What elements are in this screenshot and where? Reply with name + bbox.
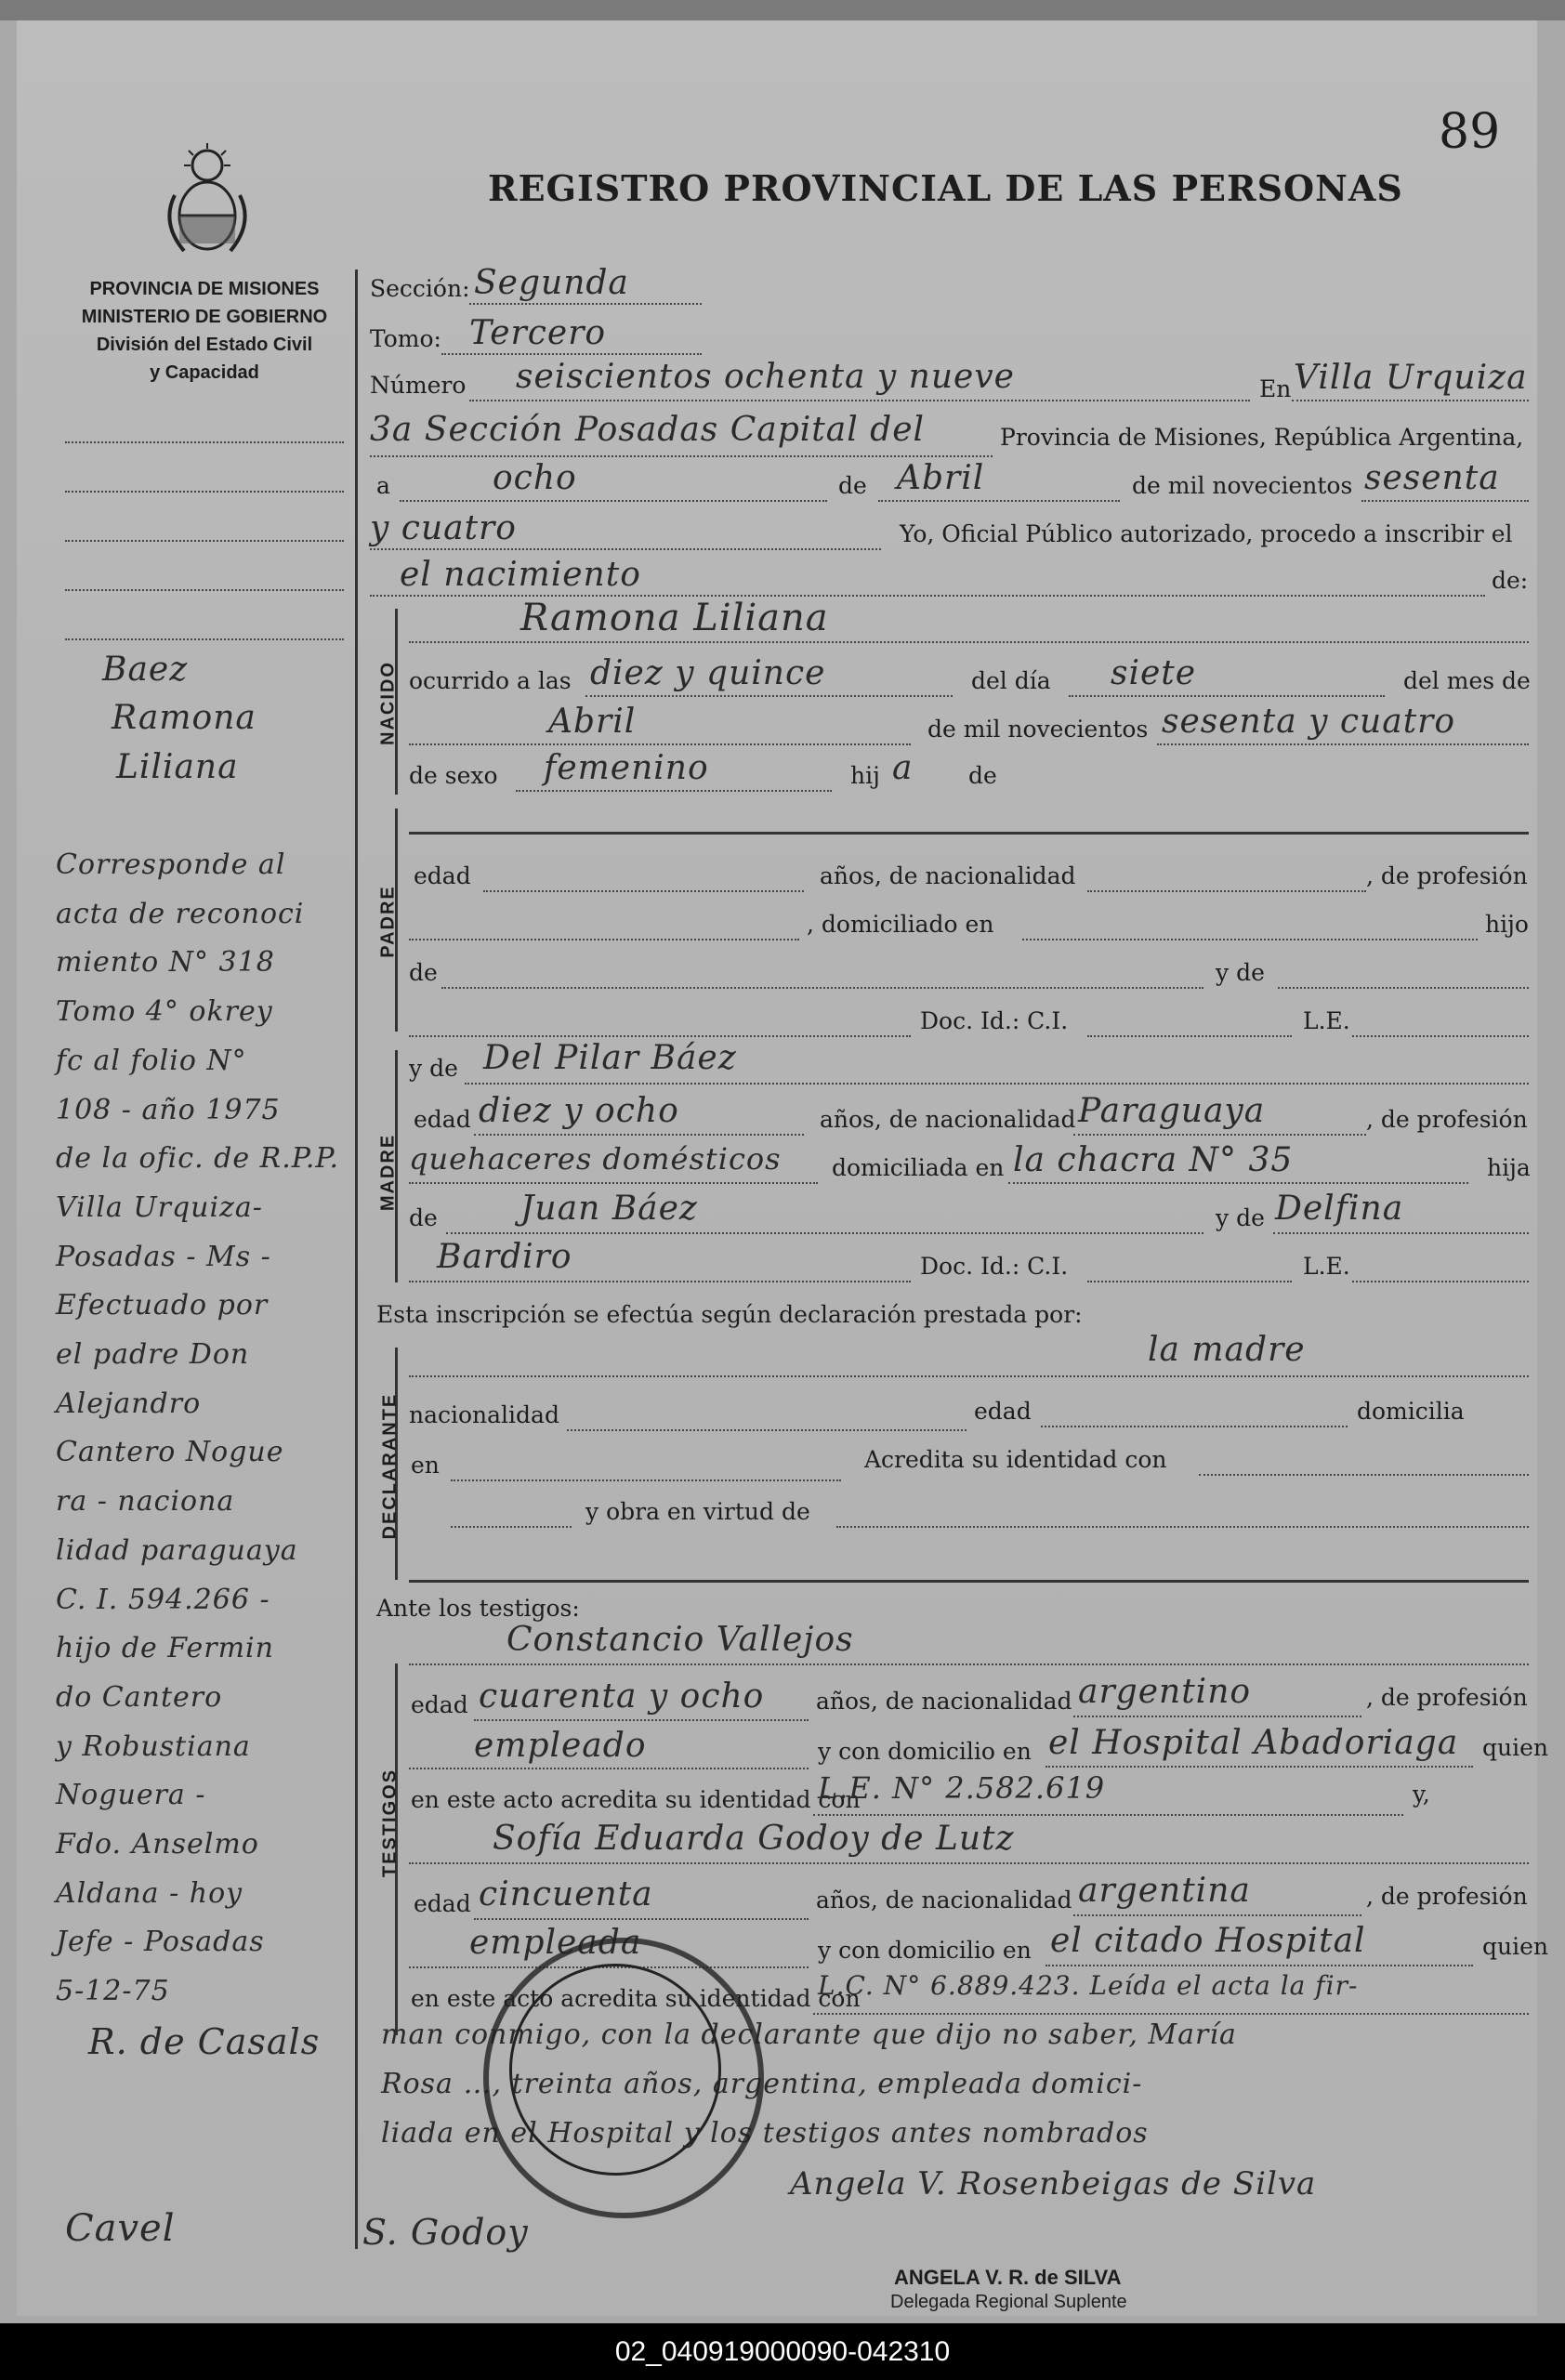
- field-line: [813, 1814, 1403, 1816]
- margin-note-line: de la ofic. de R.P.P.: [56, 1142, 340, 1176]
- margin-line: [65, 540, 344, 542]
- declarante-acredita-label: Acredita su identidad con: [864, 1446, 1167, 1473]
- field-line: [441, 353, 702, 355]
- field-line: [409, 1035, 911, 1037]
- t2-edad-value: cincuenta: [479, 1875, 653, 1913]
- madre-nac-value: Paraguaya: [1078, 1092, 1266, 1130]
- official-seal-inner: [509, 1964, 721, 2176]
- padre-de-label: de: [409, 959, 438, 986]
- field-line: [1292, 400, 1529, 401]
- t1-doc-value: L.E. N° 2.582.619: [818, 1770, 1106, 1806]
- field-line: [409, 939, 799, 940]
- margin-note-line: Jefe - Posadas: [56, 1926, 265, 1959]
- field-line: [474, 1719, 809, 1721]
- t1-dom-value: el Hospital Abadoriaga: [1048, 1724, 1459, 1762]
- anio-label: de mil novecientos: [1132, 472, 1353, 499]
- del-dia-label: del día: [971, 667, 1051, 694]
- margin-firstname: Ramona: [112, 699, 256, 737]
- field-line: [878, 500, 1120, 502]
- province-label: PROVINCIA DE MISIONES: [89, 279, 320, 299]
- field-line: [813, 2013, 1529, 2015]
- declarante-obra-label: y obra en virtud de: [585, 1498, 810, 1525]
- margin-note-line: Efectuado por: [56, 1289, 269, 1322]
- numero-label: Número: [370, 372, 467, 399]
- hij-label: hij: [850, 762, 880, 789]
- field-line: [1073, 1716, 1361, 1717]
- declaracion-label: Esta inscripción se efectúa según declaración prestada por:: [376, 1301, 1083, 1328]
- a-label: a: [376, 472, 390, 499]
- madre-dom-value: la chacra N° 35: [1013, 1141, 1294, 1179]
- field-line: [1352, 1035, 1529, 1037]
- t2-dom-value: el citado Hospital: [1050, 1922, 1366, 1960]
- margin-note-line: Posadas - Ms -: [56, 1240, 271, 1273]
- field-line: [409, 1281, 911, 1282]
- bottom-signature: S. Godoy: [362, 2212, 529, 2253]
- madre-edad-label: edad: [414, 1106, 471, 1133]
- t2-prof-label: , de profesión: [1366, 1883, 1528, 1910]
- declarante-section-label: DECLARANTE: [379, 1392, 401, 1540]
- t2-doc-value: L.C. N° 6.889.423. Leída el acta la fir-: [818, 1970, 1359, 2001]
- field-line: [1273, 1232, 1529, 1234]
- ministry-label: MINISTERIO DE GOBIERNO: [81, 307, 328, 327]
- coat-of-arms-icon: [156, 139, 258, 260]
- field-line: [516, 790, 832, 792]
- division-label: División del Estado Civil: [96, 335, 313, 355]
- capacity-label: y Capacidad: [150, 362, 259, 383]
- margin-line: [65, 638, 344, 640]
- margin-note-line: fc al folio N°: [56, 1044, 247, 1077]
- field-line: [1046, 1965, 1473, 1966]
- field-line: [409, 743, 911, 745]
- t2-dom-label: y con domicilio en: [818, 1937, 1032, 1964]
- sexo-value: femenino: [544, 749, 709, 787]
- field-line: [446, 1232, 1203, 1234]
- madre-dom-label: domiciliada en: [832, 1154, 1005, 1181]
- madre-y-de2-label: y de: [1216, 1204, 1265, 1231]
- anio-value: sesenta: [1364, 459, 1500, 497]
- solid-line: [409, 1580, 1529, 1583]
- stamp-title: Delegada Regional Suplente: [890, 2292, 1127, 2312]
- cierre-line-3: liada en el Hospital y los testigos antes nombrados: [381, 2117, 1149, 2150]
- field-line: [1157, 743, 1529, 745]
- footer-file-id: 02_040919000090-042310: [0, 2323, 1565, 2380]
- field-line: [469, 400, 1250, 401]
- t1-y-label: y,: [1413, 1781, 1430, 1808]
- mil-label: de mil novecientos: [927, 716, 1149, 743]
- declarante-dom-label: domicilia: [1357, 1398, 1465, 1425]
- field-line: [1352, 1281, 1529, 1282]
- field-line: [409, 1663, 1529, 1665]
- padre-y-de-label: y de: [1216, 959, 1265, 986]
- margin-signature-1: R. de Casals: [88, 2021, 321, 2062]
- del-mes-label: del mes de: [1403, 667, 1531, 694]
- field-line: [1041, 1426, 1348, 1427]
- t2-nac-label: años, de nacionalidad: [816, 1887, 1072, 1913]
- declarante-en-label: en: [411, 1452, 440, 1479]
- oficial-label: Yo, Oficial Público autorizado, procedo a inscribir el: [900, 520, 1513, 547]
- margin-note-line: ra - naciona: [56, 1485, 235, 1519]
- madre-y-de-label: y de: [409, 1055, 458, 1082]
- column-divider: [355, 270, 358, 2249]
- field-line: [451, 1526, 572, 1528]
- lugar-value: 3a Sección Posadas Capital del: [370, 411, 926, 449]
- margin-note-line: Alejandro: [56, 1387, 202, 1420]
- margin-note-line: el padre Don: [56, 1338, 250, 1372]
- t2-edad-label: edad: [414, 1890, 471, 1917]
- margin-note-line: Villa Urquiza-: [56, 1190, 263, 1224]
- madre-nombre-value: Del Pilar Báez: [483, 1039, 737, 1077]
- padre-doc-label: Doc. Id.: C.I.: [920, 1007, 1069, 1034]
- nombre-value: Ramona Liliana: [520, 597, 829, 639]
- field-line: [1073, 1914, 1361, 1916]
- field-line: [1046, 1766, 1473, 1768]
- field-line: [1008, 1182, 1468, 1184]
- madre-prof-label: , de profesión: [1366, 1106, 1528, 1133]
- field-line: [585, 695, 953, 697]
- mes-value: Abril: [897, 459, 985, 497]
- page-edge: [0, 0, 1565, 20]
- field-line: [1087, 890, 1366, 892]
- field-line: [1278, 987, 1529, 989]
- margin-line: [65, 441, 344, 443]
- ante-testigos-label: Ante los testigos:: [376, 1595, 580, 1622]
- anio-value-2: y cuatro: [370, 509, 517, 547]
- stamp-name: ANGELA V. R. de SILVA: [894, 2266, 1122, 2289]
- margin-note-line: C. I. 594.266 -: [56, 1583, 270, 1616]
- acto-value: el nacimiento: [400, 556, 641, 594]
- margin-note-line: do Cantero: [56, 1680, 223, 1714]
- margin-signature-2: Cavel: [65, 2207, 176, 2250]
- margin-note-line: Noguera -: [56, 1779, 206, 1812]
- field-line: [1087, 1035, 1292, 1037]
- seccion-value: Segunda: [474, 264, 629, 302]
- field-line: [409, 1182, 818, 1184]
- margin-note-line: acta de reconoci: [56, 897, 305, 930]
- solid-line: [409, 832, 1529, 835]
- t1-acredita-label: en este acto acredita su identidad con: [411, 1786, 861, 1813]
- madre-madre-value: Delfina: [1275, 1190, 1404, 1228]
- t1-nac-value: argentino: [1078, 1673, 1252, 1711]
- madre-edad-value: diez y ocho: [479, 1092, 679, 1130]
- field-line: [409, 1862, 1529, 1864]
- margin-note-line: Cantero Nogue: [56, 1436, 284, 1469]
- field-line: [451, 1479, 841, 1481]
- padre-hijo-label: hijo: [1485, 911, 1529, 938]
- testigo1-nombre: Constancio Vallejos: [506, 1621, 854, 1659]
- anio-nacido-value: sesenta y cuatro: [1162, 703, 1456, 741]
- declarante-nac-label: nacionalidad: [409, 1401, 559, 1428]
- field-line: [469, 303, 702, 305]
- mes-nacido-value: Abril: [548, 703, 637, 741]
- padre-le-label: L.E.: [1303, 1007, 1350, 1034]
- field-line: [474, 1918, 809, 1920]
- margin-note-line: Tomo 4° okrey: [56, 995, 273, 1029]
- field-line: [1022, 939, 1478, 940]
- field-line: [409, 1375, 1529, 1377]
- margin-note-line: 5-12-75: [56, 1975, 170, 2008]
- t2-nac-value: argentina: [1078, 1872, 1251, 1910]
- field-line: [409, 641, 1529, 643]
- madre-nac-label: años, de nacionalidad: [820, 1106, 1076, 1133]
- margin-note-line: hijo de Fermin: [56, 1632, 274, 1665]
- tomo-label: Tomo:: [370, 325, 441, 352]
- margin-surname: Baez: [102, 651, 189, 689]
- madre-le-label: L.E.: [1303, 1253, 1350, 1280]
- declaracion-value: la madre: [1148, 1331, 1306, 1369]
- sexo-label: de sexo: [409, 762, 498, 789]
- tomo-value: Tercero: [469, 314, 607, 352]
- field-line: [370, 548, 881, 550]
- field-line: [567, 1429, 967, 1431]
- en-label: En: [1259, 375, 1292, 402]
- cierre-line-2: Rosa …, treinta años, argentina, empleada domici-: [381, 2068, 1143, 2100]
- declarante-edad-label: edad: [974, 1398, 1032, 1425]
- field-line: [465, 1083, 1529, 1085]
- nacido-section-label: NACIDO: [377, 661, 399, 745]
- field-line: [474, 1134, 804, 1136]
- madre-section-label: MADRE: [377, 1133, 399, 1212]
- de-label: de: [838, 472, 867, 499]
- padre-dom-label: , domiciliado en: [807, 911, 994, 938]
- t1-prof-value: empleado: [474, 1727, 647, 1765]
- field-line: [483, 890, 804, 892]
- document-title: REGISTRO PROVINCIAL DE LAS PERSONAS: [488, 167, 1403, 209]
- padre-nac-label: años, de nacionalidad: [820, 862, 1076, 889]
- madre-madre-value-2: Bardiro: [437, 1238, 572, 1276]
- margin-note-line: 108 - año 1975: [56, 1093, 281, 1126]
- margin-note: [56, 841, 353, 2017]
- padre-prof-label: , de profesión: [1366, 862, 1528, 889]
- t1-quien-label: quien: [1482, 1734, 1548, 1761]
- t1-nac-label: años, de nacionalidad: [816, 1688, 1072, 1715]
- numero-value: seiscientos ochenta y nueve: [516, 358, 1015, 396]
- official-signature: Angela V. Rosenbeigas de Silva: [790, 2165, 1317, 2202]
- t2-acredita-label: en este acto acredita su identidad con: [411, 1985, 861, 2012]
- field-line: [836, 1526, 1529, 1528]
- dia-nacido-value: siete: [1111, 654, 1197, 692]
- t2-quien-label: quien: [1482, 1933, 1548, 1960]
- nacido-de-label: de: [968, 762, 997, 789]
- cierre-line-1: man conmigo, con la declarante que dijo no saber, María: [381, 2018, 1237, 2051]
- margin-note-line: miento N° 318: [56, 946, 275, 980]
- field-line: [400, 500, 827, 502]
- t1-dom-label: y con domicilio en: [818, 1738, 1032, 1765]
- margin-line: [65, 589, 344, 591]
- field-line: [370, 455, 993, 457]
- page-number: 89: [1439, 104, 1501, 160]
- field-line: [1361, 500, 1529, 502]
- margin-note-line: y Robustiana: [56, 1729, 251, 1763]
- seccion-label: Sección:: [370, 275, 470, 302]
- field-line: [409, 1768, 809, 1769]
- t1-prof-label: , de profesión: [1366, 1684, 1528, 1711]
- field-line: [1199, 1474, 1529, 1476]
- margin-note-line: Fdo. Anselmo: [56, 1828, 259, 1861]
- hij-value: a: [892, 749, 914, 787]
- testigo2-nombre: Sofía Eduarda Godoy de Lutz: [493, 1820, 1015, 1858]
- field-line: [1069, 695, 1385, 697]
- margin-line: [65, 491, 344, 493]
- madre-de-label: de: [409, 1204, 438, 1231]
- provincia-label: Provincia de Misiones, República Argentina,: [1000, 424, 1524, 451]
- field-line: [1073, 1134, 1366, 1136]
- ocurrido-label: ocurrido a las: [409, 667, 572, 694]
- margin-note-line: Aldana - hoy: [56, 1876, 243, 1910]
- padre-edad-label: edad: [414, 862, 471, 889]
- testigos-section-label: TESTIGOS: [379, 1768, 401, 1878]
- hora-value: diez y quince: [590, 654, 826, 692]
- margin-secondname: Liliana: [116, 748, 239, 786]
- madre-prof-value: quehaceres domésticos: [409, 1141, 782, 1177]
- t1-edad-label: edad: [411, 1691, 468, 1718]
- t2-prof-value: empleada: [469, 1924, 642, 1962]
- dia-value: ocho: [493, 459, 577, 497]
- madre-hija-label: hija: [1487, 1154, 1531, 1181]
- left-header: [56, 275, 353, 387]
- en-value: Villa Urquiza: [1294, 359, 1528, 397]
- padre-section-label: PADRE: [377, 885, 399, 958]
- margin-note-line: lidad paraguaya: [56, 1533, 298, 1567]
- t1-edad-value: cuarenta y ocho: [479, 1677, 765, 1716]
- madre-doc-label: Doc. Id.: C.I.: [920, 1253, 1069, 1280]
- margin-note-line: Corresponde al: [56, 848, 286, 881]
- de-colon-label: de:: [1492, 567, 1529, 594]
- madre-padre-value: Juan Báez: [520, 1190, 698, 1228]
- field-line: [441, 987, 1203, 989]
- field-line: [1087, 1281, 1292, 1282]
